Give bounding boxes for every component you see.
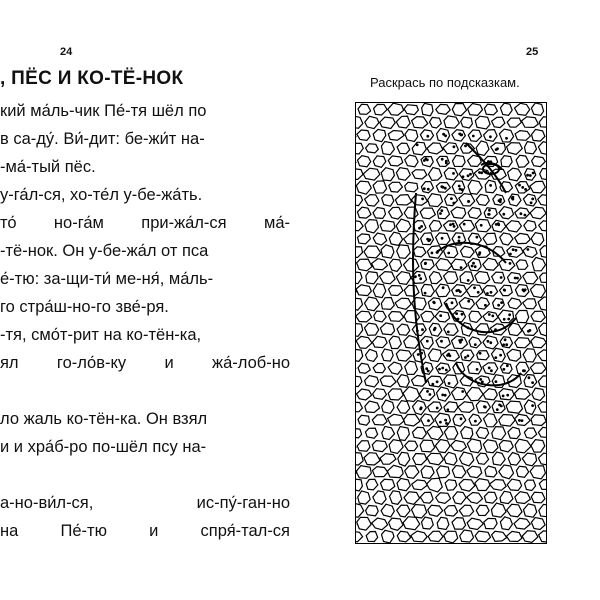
mosaic-dot (502, 395, 505, 398)
mosaic-dot (489, 341, 492, 344)
mosaic-dot (528, 376, 531, 379)
mosaic-dot (488, 367, 491, 370)
mosaic-dot (447, 353, 450, 356)
mosaic-dot (427, 239, 430, 242)
story-line: -тя, смо́т-рит на ко-тён-ка, (0, 326, 202, 344)
mosaic-dot (531, 381, 534, 384)
mosaic-dot (480, 224, 483, 227)
mosaic-dot (500, 276, 503, 279)
story-line: в са-ду́. Ви́-дит: бе-жи́т на- (0, 130, 205, 148)
story-line: у-га́л-ся, хо-те́л у-бе-жа́ть. (0, 186, 203, 204)
mosaic-dot (416, 143, 419, 146)
mosaic-dot (440, 209, 443, 212)
blank-line (0, 461, 290, 489)
mosaic-dot (431, 383, 434, 386)
mosaic-dot (472, 135, 475, 138)
mosaic-dot (427, 370, 430, 373)
mosaic-dot (478, 171, 481, 174)
mosaic-dot (531, 198, 534, 201)
mosaic-dot (423, 159, 426, 162)
mosaic-dot (439, 212, 442, 215)
mosaic-dot (464, 145, 467, 148)
right-page (300, 0, 600, 600)
mosaic-dot (469, 173, 472, 176)
mosaic-dot (520, 212, 523, 215)
mosaic-dot (425, 367, 428, 370)
mosaic-dot (441, 237, 444, 240)
mosaic-dot (509, 253, 512, 256)
mosaic-dot (512, 196, 515, 199)
mosaic-dot (491, 315, 494, 318)
story-line: -тё-нок. Он у-бе-жа́л от пса (0, 242, 209, 260)
mosaic-dot (444, 394, 447, 397)
mosaic-dot (436, 407, 439, 410)
mosaic-dot (419, 408, 422, 411)
mosaic-dot (431, 252, 434, 255)
mosaic-dot (527, 248, 530, 251)
coloring-caption: Раскрась по подсказкам. (370, 75, 520, 90)
mosaic-dot (503, 318, 506, 321)
mosaic-dot (499, 354, 502, 357)
story-line: кий ма́ль-чик Пе́-тя шёл по (0, 102, 207, 120)
mosaic-dot (532, 172, 535, 175)
mosaic-dot (442, 286, 445, 289)
story-line: ял го-ло́в-ку и жа́-лоб-но (0, 354, 290, 372)
mosaic-dot (438, 368, 441, 371)
mosaic-dot (477, 291, 480, 294)
mosaic-dot (496, 408, 499, 411)
mosaic-dot (447, 331, 450, 334)
mosaic-dot (455, 312, 458, 315)
mosaic-dot (502, 343, 505, 346)
mosaic-dot (414, 275, 417, 278)
mosaic-cell (355, 208, 356, 218)
mosaic-dot (497, 304, 500, 307)
mosaic-dot (442, 186, 445, 189)
mosaic-dot (495, 380, 498, 383)
mosaic-dot (467, 355, 470, 358)
mosaic-dot (418, 227, 421, 230)
mosaic-dot (504, 338, 507, 341)
mosaic-dot (529, 174, 532, 177)
mosaic-dot (423, 187, 426, 190)
story-line: ло жаль ко-тён-ка. Он взял (0, 410, 208, 428)
page-number: 24 (60, 46, 73, 58)
mosaic-dot (447, 252, 450, 255)
story-line: -ма́-тый пёс. (0, 158, 96, 176)
mosaic-dot (490, 369, 493, 372)
mosaic-dot (441, 158, 444, 161)
mosaic-dot (494, 356, 497, 359)
mosaic-dot (498, 404, 501, 407)
story-title: , ПЁС И КО-ТЁ-НОК (0, 68, 184, 89)
mosaic-dot (524, 188, 527, 191)
mosaic-cell (355, 440, 356, 452)
mosaic-dot (439, 421, 442, 424)
mosaic-dot (518, 419, 521, 422)
mosaic-dot (445, 160, 448, 163)
mosaic-dot (487, 213, 490, 216)
mosaic-dot (421, 328, 424, 331)
mosaic-dot (446, 408, 449, 411)
story-line: а-но-ви́л-ся, ис-пу́-ган-но (0, 494, 290, 512)
mosaic-dot (463, 223, 466, 226)
mosaic-dot (497, 222, 500, 225)
mosaic-dot (499, 200, 502, 203)
mosaic-dot (509, 262, 512, 265)
mosaic-dot (426, 340, 429, 343)
story-line: то́ но-га́м при-жа́л-ся ма́- (0, 214, 290, 232)
mosaic-dot (445, 422, 448, 425)
mosaic-cell (355, 156, 356, 167)
mosaic-cell (355, 363, 356, 374)
mosaic-dot (488, 313, 491, 316)
mosaic-dot (508, 313, 511, 316)
mosaic-dot (529, 329, 532, 332)
mosaic-dot (473, 286, 476, 289)
left-page (0, 0, 290, 600)
mosaic-dot (489, 184, 492, 187)
mosaic-dot (424, 262, 427, 265)
mosaic-dot (474, 343, 477, 346)
mosaic-dot (451, 301, 454, 304)
mosaic-dot (503, 368, 506, 371)
mosaic-dot (472, 262, 475, 265)
mosaic-dot (427, 419, 430, 422)
story-line: и и хра́б-ро по-шёл псу на- (0, 438, 207, 456)
mosaic-dot (487, 340, 490, 343)
mosaic-dot (426, 135, 429, 138)
mosaic-dot (436, 380, 439, 383)
mosaic-dot (429, 393, 432, 396)
mosaic-dot (441, 394, 444, 397)
mosaic-dot (524, 214, 527, 217)
mosaic-dot (452, 202, 455, 205)
mosaic-dot (424, 292, 427, 295)
mosaic-dot (439, 314, 442, 317)
mosaic-dot (452, 223, 455, 226)
blank-line (0, 377, 290, 405)
mosaic-dot (521, 186, 524, 189)
mosaic-dot (449, 223, 452, 226)
mosaic-dot (450, 197, 453, 200)
mosaic-dot (459, 290, 462, 293)
mosaic-cell (355, 414, 356, 425)
mosaic-dot (458, 339, 461, 342)
mosaic-cell (355, 130, 356, 142)
mosaic-dot (516, 277, 519, 280)
mosaic-dot (440, 340, 443, 343)
mosaic-dot (464, 356, 467, 359)
mosaic-dot (421, 198, 424, 201)
mosaic-dot (531, 404, 534, 407)
mosaic-dot (523, 369, 526, 372)
story-line: е́-тю: за-щи-ти́ ме-ня́, ма́ль- (0, 270, 214, 288)
mosaic-dot (432, 301, 435, 304)
mosaic-dot (476, 236, 479, 239)
mosaic-dot (462, 175, 465, 178)
mosaic-dot (445, 369, 448, 372)
lion-mosaic-coloring-image (355, 102, 547, 544)
mosaic-dot (476, 368, 479, 371)
mosaic-dot (459, 188, 462, 191)
story-text (0, 97, 290, 545)
mosaic-dot (458, 133, 461, 136)
mosaic-dot (453, 145, 456, 148)
mosaic-dot (467, 279, 470, 282)
story-line: го стра́ш-но-го зве́-ря. (0, 298, 169, 316)
mosaic-dot (453, 225, 456, 228)
mosaic-dot (479, 378, 482, 381)
mosaic-dot (458, 236, 461, 239)
mosaic-dot (523, 290, 526, 293)
mosaic-dot (506, 364, 509, 367)
mosaic-dot (505, 343, 508, 346)
mosaic-dot (461, 313, 464, 316)
mosaic-dot (474, 265, 477, 268)
mosaic-dot (488, 209, 491, 212)
mosaic-dot (490, 291, 493, 294)
mosaic-dot (467, 300, 470, 303)
mosaic-dot (478, 251, 481, 254)
mosaic-dot (518, 184, 521, 187)
mosaic-dot (444, 134, 447, 137)
mosaic-dot (507, 318, 510, 321)
mosaic-dot (426, 159, 429, 162)
mosaic-dot (448, 382, 451, 385)
mosaic-dot (471, 265, 474, 268)
mosaic-dot (467, 200, 470, 203)
mosaic-cell (355, 518, 356, 530)
mosaic-dot (514, 277, 517, 280)
mosaic-cell (355, 492, 356, 504)
mosaic-dot (455, 289, 458, 292)
mosaic-dot (500, 301, 503, 304)
mosaic-dot (426, 390, 429, 393)
mosaic-dot (503, 289, 506, 292)
mosaic-dot (417, 353, 420, 356)
mosaic-dot (486, 292, 489, 295)
mosaic-dot (515, 249, 518, 252)
mosaic-dot (506, 394, 509, 397)
mosaic-dot (521, 419, 524, 422)
mosaic-dot (418, 274, 421, 277)
mosaic-dot (461, 390, 464, 393)
mosaic-dot (458, 240, 461, 243)
mosaic-dot (474, 420, 477, 423)
mosaic-dot (484, 304, 487, 307)
mosaic-dot (530, 201, 533, 204)
mosaic-dot (452, 172, 455, 175)
story-line: на Пе́-тю и спря́-тал-ся (0, 522, 290, 540)
mosaic-dot (489, 135, 492, 138)
mosaic-dot (512, 248, 515, 251)
mosaic-dot (433, 328, 436, 331)
mosaic-dot (441, 367, 444, 370)
mosaic-dot (427, 188, 430, 191)
mosaic-dot (502, 213, 505, 216)
mosaic-dot (460, 266, 463, 269)
mosaic-dot (484, 406, 487, 409)
mosaic-dot (467, 174, 470, 177)
page-number: 25 (526, 46, 539, 58)
mosaic-dot (495, 148, 498, 151)
mosaic-dot (479, 352, 482, 355)
mosaic-dot (526, 174, 529, 177)
mosaic-dot (460, 417, 463, 420)
mosaic-dot (444, 419, 447, 422)
mosaic-dot (505, 137, 508, 140)
mosaic-dot (458, 185, 461, 188)
mosaic-dot (419, 277, 422, 280)
